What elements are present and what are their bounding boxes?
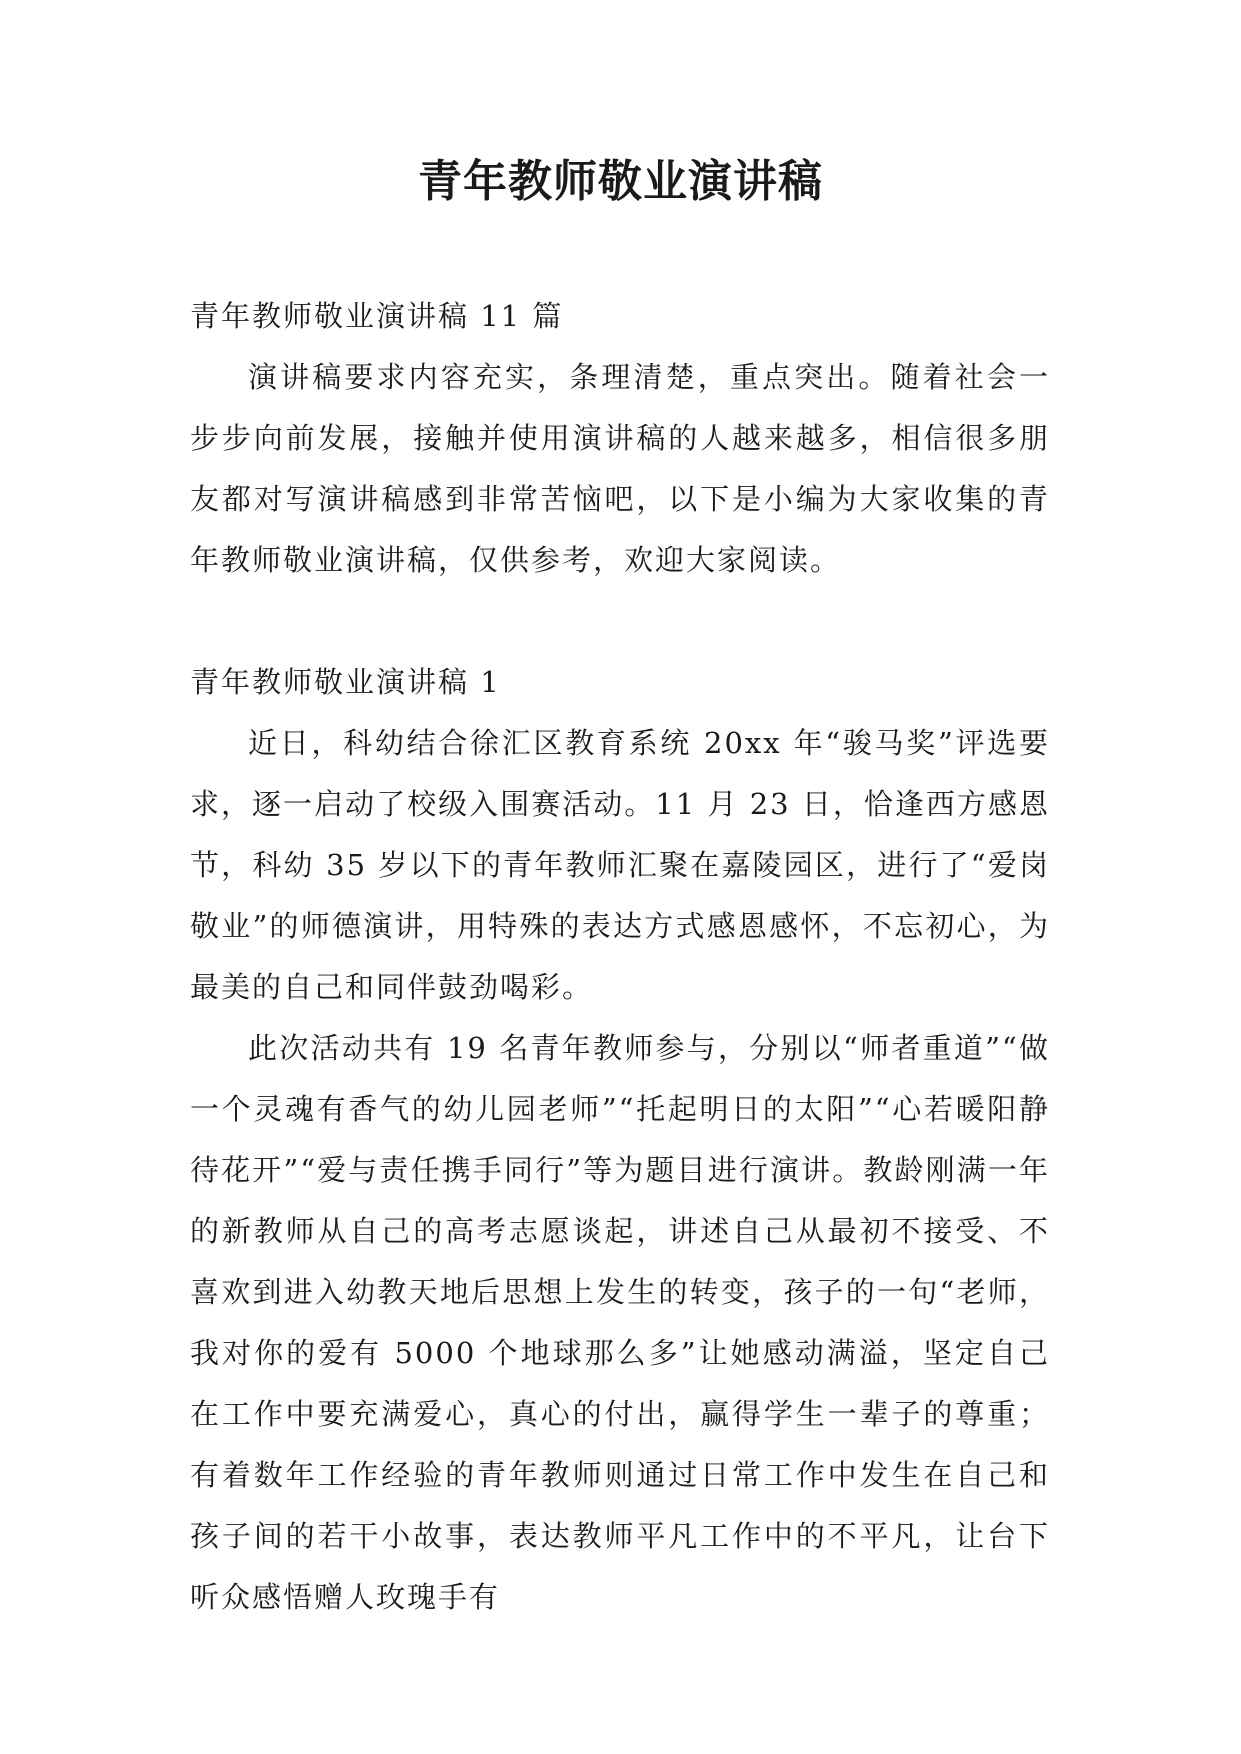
intro-heading: 青年教师敬业演讲稿 11 篇: [190, 299, 564, 333]
section-1-heading: 青年教师敬业演讲稿 1: [190, 665, 501, 699]
section-spacer: [190, 591, 1050, 652]
document-body: [190, 286, 1050, 1628]
section-1-paragraph-1: 近日，科幼结合徐汇区教育系统 20xx 年“骏马奖”评选要求，逐一启动了校级入围赛活动。11 月 23 日，恰逢西方感恩节，科幼 35 岁以下的青年教师汇聚在嘉陵园区，进行了“爱岗敬业”的师德演讲，用特殊的表达方式感恩感怀，不忘初心，为最美的自己和同伴鼓劲喝彩。: [190, 726, 1050, 1004]
intro-paragraph: 演讲稿要求内容充实，条理清楚，重点突出。随着社会一步步向前发展，接触并使用演讲稿的人越来越多，相信很多朋友都对写演讲稿感到非常苦恼吧，以下是小编为大家收集的青年教师敬业演讲稿，仅供参考，欢迎大家阅读。: [190, 360, 1050, 577]
document-title: 青年教师敬业演讲稿: [418, 156, 823, 207]
section-1-paragraph-2: 此次活动共有 19 名青年教师参与，分别以“师者重道”“做一个灵魂有香气的幼儿园老师”“托起明日的太阳”“心若暖阳静待花开”“爱与责任携手同行”等为题目进行演讲。教龄刚满一年的新教师从自己的高考志愿谈起，讲述自己从最初不接受、不喜欢到进入幼教天地后思想上发生的转变，孩子的一句“老师，我对你的爱有 5000 个地球那么多”让她感动满溢，坚定自己在工作中要充满爱心，真心的付出，赢得学生一辈子的尊重；有着数年工作经验的青年教师则通过日常工作中发生在自己和孩子间的若干小故事，表达教师平凡工作中的不平凡，让台下听众感悟赠人玫瑰手有: [190, 1031, 1050, 1614]
